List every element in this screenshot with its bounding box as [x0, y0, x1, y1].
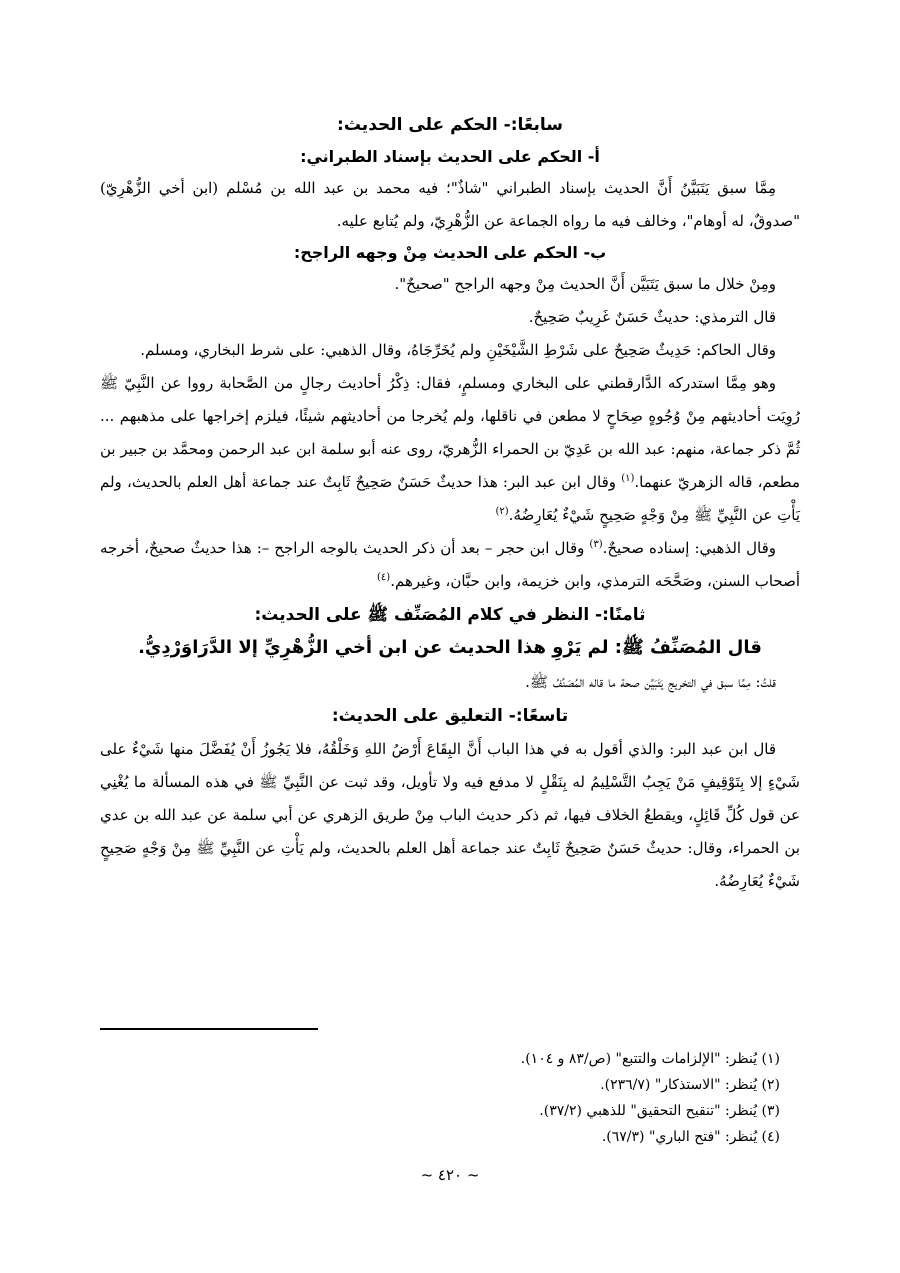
page-body	[100, 108, 800, 898]
paragraph-tirmidhi: قال الترمذي: حديثٌ حَسَنٌ غَرِيبٌ صَحِيحٌ.	[528, 308, 776, 326]
footnote-ref-3[interactable]: (٣)	[589, 539, 603, 550]
section-heading-author-remarks: ثامنًا:- النظر في كلام المُصَنِّف ﷺ على الحديث:	[254, 605, 646, 625]
dhahabi-text: وقال الذهبي: إسناده صحيحٌ.	[602, 539, 777, 557]
daraqutni-text: وهو مِمَّا استدركه الدَّارقطني على البخاري ومسلمٍ، فقال: ذِكْرُ أحاديث رجالٍ من الصَّحابة رووا عن النَّبِيّ ﷺ رُوِيَت أحاديثهم مِنْ وُجُوهٍ صِحَاحٍ لا مطعن في ناقلها، ولم يُخرجا من أحاديثهم شيئًا، فيلزم إخراجها على مذهبهم ... ثُمَّ ذكر جماعة، منهم: عبد الله بن عَدِيّ بن الحمراء الزُّهريّ، روى عنه أبو سلمة ابن عبد الرحمن ومحمَّد بن جبير بن مطعم، قاله الزهريّ عنهما.	[100, 374, 800, 491]
footnote-3: (٣) يُنظر: "تنقيح التحقيق" للذهبي (٣٧/٢).	[539, 1103, 780, 1119]
footnote-ref-2[interactable]: (٢)	[495, 506, 509, 517]
section-heading-commentary: تاسعًا:- التعليق على الحديث:	[331, 706, 569, 726]
paragraph-shadh: مِمَّا سبق يَتَبَيَّنُ أَنَّ الحديث بإسناد الطبراني "شاذٌ"؛ فيه محمد بن عبد الله بن مُسْلم (ابن أخي الزُّهْرِيّ) "صدوقٌ، له أوهام"، وخالف فيه ما رواه الجماعة عن الزُّهْرِيّ، ولم يُتابع عليه.	[100, 179, 800, 230]
paragraph-daraqutni	[100, 367, 800, 532]
ibn-hajar-text: وقال ابن حجر – بعد أن ذكر الحديث بالوجه الراجح –: هذا حديثٌ صحيحٌ، أخرجه أصحاب السنن، وصَحَّحَه الترمذي، وابن خزيمة، وابن حبَّان، وغيرهم.	[100, 539, 800, 590]
paragraph-dhahabi	[100, 532, 800, 598]
paragraph-author-correct: قلتُ: مِمَّا سبق في التخريج يَتَبَيَّن صحة ما قاله المُصَنِّفُ ﷺ.	[525, 673, 776, 691]
footnote-2: (٢) يُنظر: "الاستذكار" (٢٣٦/٧).	[600, 1077, 780, 1093]
footnote-ref-1[interactable]: (١)	[621, 473, 635, 484]
paragraph-commentary: قال ابن عبد البر: والذي أقول به في هذا الباب أَنَّ البِقَاعَ أَرْضُ اللهِ وَخَلْقُهُ، فلا يَجُوزُ أَنْ يُفَضَّلَ منها شَيْءٌ على شَيْءٍ إلا بِتَوْقِيفٍ مَنْ يَجِبُ التَّسْلِيمُ له بِنَقْلٍ لا مدفع فيه ولا تأويل، وقد ثبت عن النَّبِيِّ ﷺ في هذه المسألة ما يُغْنِي عن قول كُلِّ قَائِلٍ، ويقطعُ الخلاف فيها، ثم ذكر حديث الباب مِنْ طريق الزهري عن أبي سلمة عن عبد الله بن عدي بن الحمراء، وقال: حديثٌ حَسَنٌ صَحِيحٌ ثَابِتٌ عند جماعة أهل العلم بالحديث، ولم يَأْتِ عن النَّبِيِّ ﷺ مِنْ وَجْهٍ صَحِيحٍ شَيْءٌ يُعَارِضُهُ.	[100, 740, 800, 890]
ibn-abd-al-barr-text: وقال ابن عبد البر: هذا حديثٌ حَسَنٌ صَحِيحٌ ثَابِتٌ عند جماعة أهل العلم بالحديث، ولم يَأْتِ عن النَّبِيِّ ﷺ مِنْ وَجْهٍ صَحِيحٍ شَيْءٌ يُعَارِضُهُ.	[100, 473, 800, 524]
subheading-preponderant-chain: ب- الحكم على الحديث مِنْ وجهه الراجح:	[293, 243, 607, 262]
footnotes	[100, 1046, 800, 1150]
footnote-1: (١) يُنظر: "الإلزامات والتتبع" (ص/٨٣ و ١٠٤).	[520, 1051, 780, 1067]
page-number: ~ ٤٢٠ ~	[420, 1166, 480, 1184]
section-heading-judgment: سابعًا:- الحكم على الحديث:	[337, 115, 563, 135]
paragraph-hakim: وقال الحاكم: حَدِيثٌ صَحِيحٌ على شَرْطِ الشَّيْخَيْنِ ولم يُخَرِّجَاهُ، وقال الذهبي: على شرط البخاري، ومسلم.	[140, 341, 776, 359]
footnote-divider	[100, 1028, 318, 1030]
footnote-ref-4[interactable]: (٤)	[377, 572, 391, 583]
subheading-tabarani-chain: أ- الحكم على الحديث بإسناد الطبراني:	[300, 147, 600, 166]
author-quote: قال المُصَنِّفُ ﷺ: لم يَرْوِ هذا الحديث عن ابن أخي الزُّهْرِيِّ إلا الدَّرَاوَرْدِيُّ.	[138, 637, 762, 658]
footnote-4: (٤) يُنظر: "فتح الباري" (٦٧/٣).	[601, 1129, 780, 1145]
paragraph-sahih: ومِنْ خلال ما سبق يَتَبَيَّن أَنَّ الحديث مِنْ وجهه الراجح "صحيحٌ".	[394, 275, 776, 293]
